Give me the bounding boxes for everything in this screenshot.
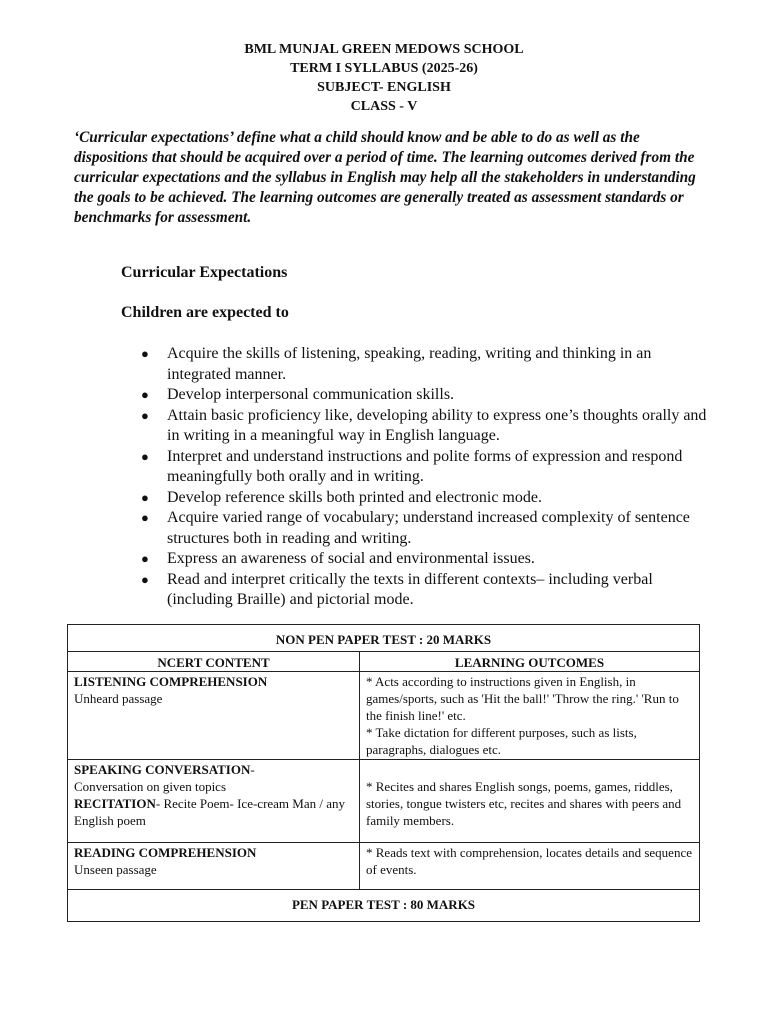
list-item: ● Develop reference skills both printed and electronic mode.	[121, 488, 711, 509]
school-name: BML MUNJAL GREEN MEDOWS SCHOOL	[244, 42, 524, 57]
bullet-icon: ●	[141, 448, 149, 464]
bullet-icon: ●	[141, 346, 149, 361]
term-title: TERM I SYLLABUS (2025-26)	[290, 61, 478, 76]
table-row	[68, 843, 700, 890]
document-header	[0, 40, 768, 116]
table-title-row	[68, 625, 700, 652]
column-header-ncert: NCERT CONTENT	[68, 652, 360, 672]
ncert-content-cell: SPEAKING CONVERSATION- Conversation on given topics RECITATION- Recite Poem- Ice-cream Man / any English poem	[68, 760, 360, 843]
list-item: ● Attain basic proficiency like, developing ability to express one’s thoughts orally and in writing in a meaningful way in English language.	[141, 406, 707, 444]
bullet-icon: ●	[141, 489, 149, 505]
list-item: ● Read and interpret critically the texts in different contexts– including verbal (including Braille) and pictorial mode.	[141, 570, 653, 608]
subject-title: SUBJECT- ENGLISH	[317, 80, 451, 95]
bullet-icon: ●	[141, 551, 149, 566]
learning-outcomes-cell: * Recites and shares English songs, poems, games, riddles, stories, tongue twisters etc, recites and shares with peers and family members.	[360, 760, 700, 843]
list-item: ● Develop interpersonal communication skills.	[121, 385, 711, 406]
bullet-icon: ●	[141, 407, 149, 423]
intro-paragraph: ‘Curricular expectations’ define what a child should know and be able to do as well as the dispositions that should be acquired over a period of time. The learning outcomes derived from the curricular expectations and the syllabus in English may help all the stakeholders in understanding the goals to be achieved. The learning outcomes are generally treated as assessment standards or benchmarks for assessment.	[74, 129, 696, 226]
column-header-outcomes: LEARNING OUTCOMES	[360, 652, 700, 672]
list-item: ● Interpret and understand instructions and polite forms of expression and respond meaningfully both orally and in writing.	[141, 447, 683, 485]
pen-paper-title: PEN PAPER TEST : 80 MARKS	[68, 890, 700, 922]
ncert-content-cell: LISTENING COMPREHENSION Unheard passage	[68, 672, 360, 760]
list-item: ● Acquire varied range of vocabulary; understand increased complexity of sentence structures both in reading and writing.	[141, 509, 690, 547]
children-expected-heading: Children are expected to	[121, 304, 289, 321]
bullet-icon: ●	[141, 387, 149, 402]
class-title: CLASS - V	[350, 99, 418, 114]
ncert-content-cell: READING COMPREHENSION Unseen passage	[68, 843, 360, 890]
learning-outcomes-cell: * Acts according to instructions given in English, in games/sports, such as 'Hit the ball!' 'Throw the ring.' 'Run to the finish line!' etc. * Take dictation for different purposes, such as lists, paragraphs, dialogues etc.	[360, 672, 700, 760]
table-title-row	[68, 890, 700, 922]
curricular-expectations-heading: Curricular Expectations	[121, 264, 288, 281]
bullet-icon: ●	[141, 510, 149, 525]
bullet-icon: ●	[141, 571, 149, 587]
expectations-list	[121, 344, 711, 611]
table-row	[68, 672, 700, 760]
list-item: ● Express an awareness of social and environmental issues.	[121, 549, 711, 570]
non-pen-paper-title: NON PEN PAPER TEST : 20 MARKS	[68, 625, 700, 652]
list-item: ● Acquire the skills of listening, speaking, reading, writing and thinking in an integrated manner.	[141, 345, 652, 383]
table-row	[68, 760, 700, 843]
table-header-row	[68, 652, 700, 672]
learning-outcomes-cell: * Reads text with comprehension, locates details and sequence of events.	[360, 843, 700, 890]
syllabus-table	[67, 624, 700, 922]
